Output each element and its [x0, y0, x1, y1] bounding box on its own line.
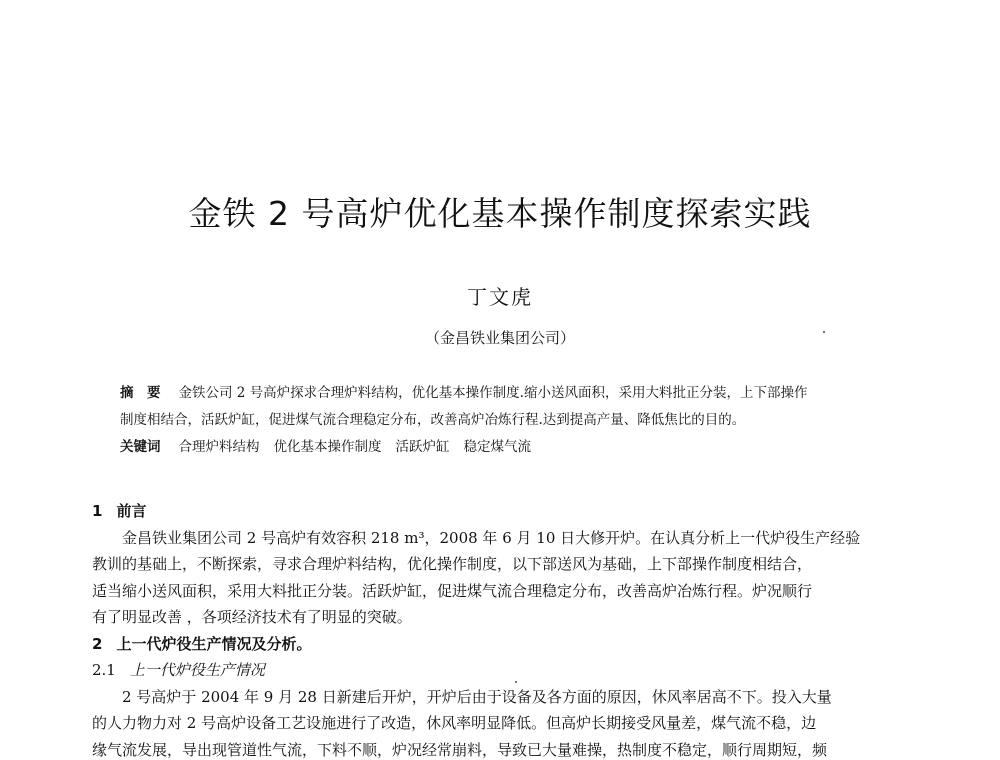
scan-speck	[823, 331, 825, 333]
keywords-label: 关键词	[120, 439, 161, 455]
section-title: 上一代炉役生产情况及分析。	[116, 634, 312, 653]
keyword-item: 优化基本操作制度	[273, 439, 382, 455]
paragraph-line: 适当缩小送风面积，采用大料批正分装。活跃炉缸，促进煤气流合理稳定分布，改善高炉冶炼行程。炉况顺行	[92, 581, 813, 600]
body-text	[92, 498, 912, 760]
subsection-number: 2.1	[92, 661, 116, 679]
abstract-text-1: 金铁公司 2 号高炉探求合理炉料结构，优化基本操作制度.缩小送风面积，采用大料批正分装，上下部操作	[178, 385, 808, 401]
paragraph-line: 缘气流发展，导出现管道性气流，下料不顺，炉况经常崩料，导致已大量难操，热制度不稳定，顺行周期短，频	[92, 740, 828, 759]
abstract-line-2: 制度相结合，活跃炉缸，促进煤气流合理稳定分布，改善高炉冶炼行程.达到提高产量、降低焦比的目的。	[120, 412, 746, 428]
author-name: 丁文虎	[467, 285, 533, 309]
paragraph-line: 教训的基础上，不断探索，寻求合理炉料结构，优化操作制度，以下部送风为基础，上下部操作制度相结合，	[92, 555, 813, 573]
keyword-item: 合理炉料结构	[178, 439, 260, 455]
section-number: 1	[92, 502, 103, 520]
author-affiliation: （金昌铁业集团公司）	[424, 329, 575, 347]
section-title: 前言	[116, 502, 147, 520]
scan-speck	[515, 681, 517, 683]
keyword-item: 活跃炉缸	[395, 439, 450, 455]
abstract-block	[120, 380, 920, 461]
keyword-item: 稳定煤气流	[463, 439, 531, 455]
paragraph-line: 2 号高炉于 2004 年 9 月 28 日新建后开炉，开炉后由于设备及各方面的原因，休风率居高不下。投入大量	[122, 687, 832, 706]
subsection-title: 上一代炉役生产情况	[129, 661, 265, 679]
keywords-line	[120, 434, 920, 461]
paragraph-line: 的人力物力对 2 号高炉设备工艺设施进行了改造，休风率明显降低。但高炉长期接受风量差，煤气流不稳，边	[92, 714, 817, 732]
paragraph-line: 金昌铁业集团公司 2 号高炉有效容积 218 m³，2008 年 6 月 10 日大修开炉。在认真分析上一代炉役生产经验	[122, 528, 861, 547]
paper-title: 金铁 2 号高炉优化基本操作制度探索实践	[188, 194, 812, 233]
subsection-heading-2-1	[92, 657, 912, 684]
abstract-line-1	[120, 380, 920, 407]
section-number: 2	[92, 634, 103, 653]
section-heading-2	[92, 631, 912, 658]
abstract-label: 摘 要	[120, 385, 161, 401]
paragraph-line: 有了明显改善 ，各项经济技术有了明显的突破。	[92, 608, 412, 626]
section-heading-1	[92, 498, 912, 525]
